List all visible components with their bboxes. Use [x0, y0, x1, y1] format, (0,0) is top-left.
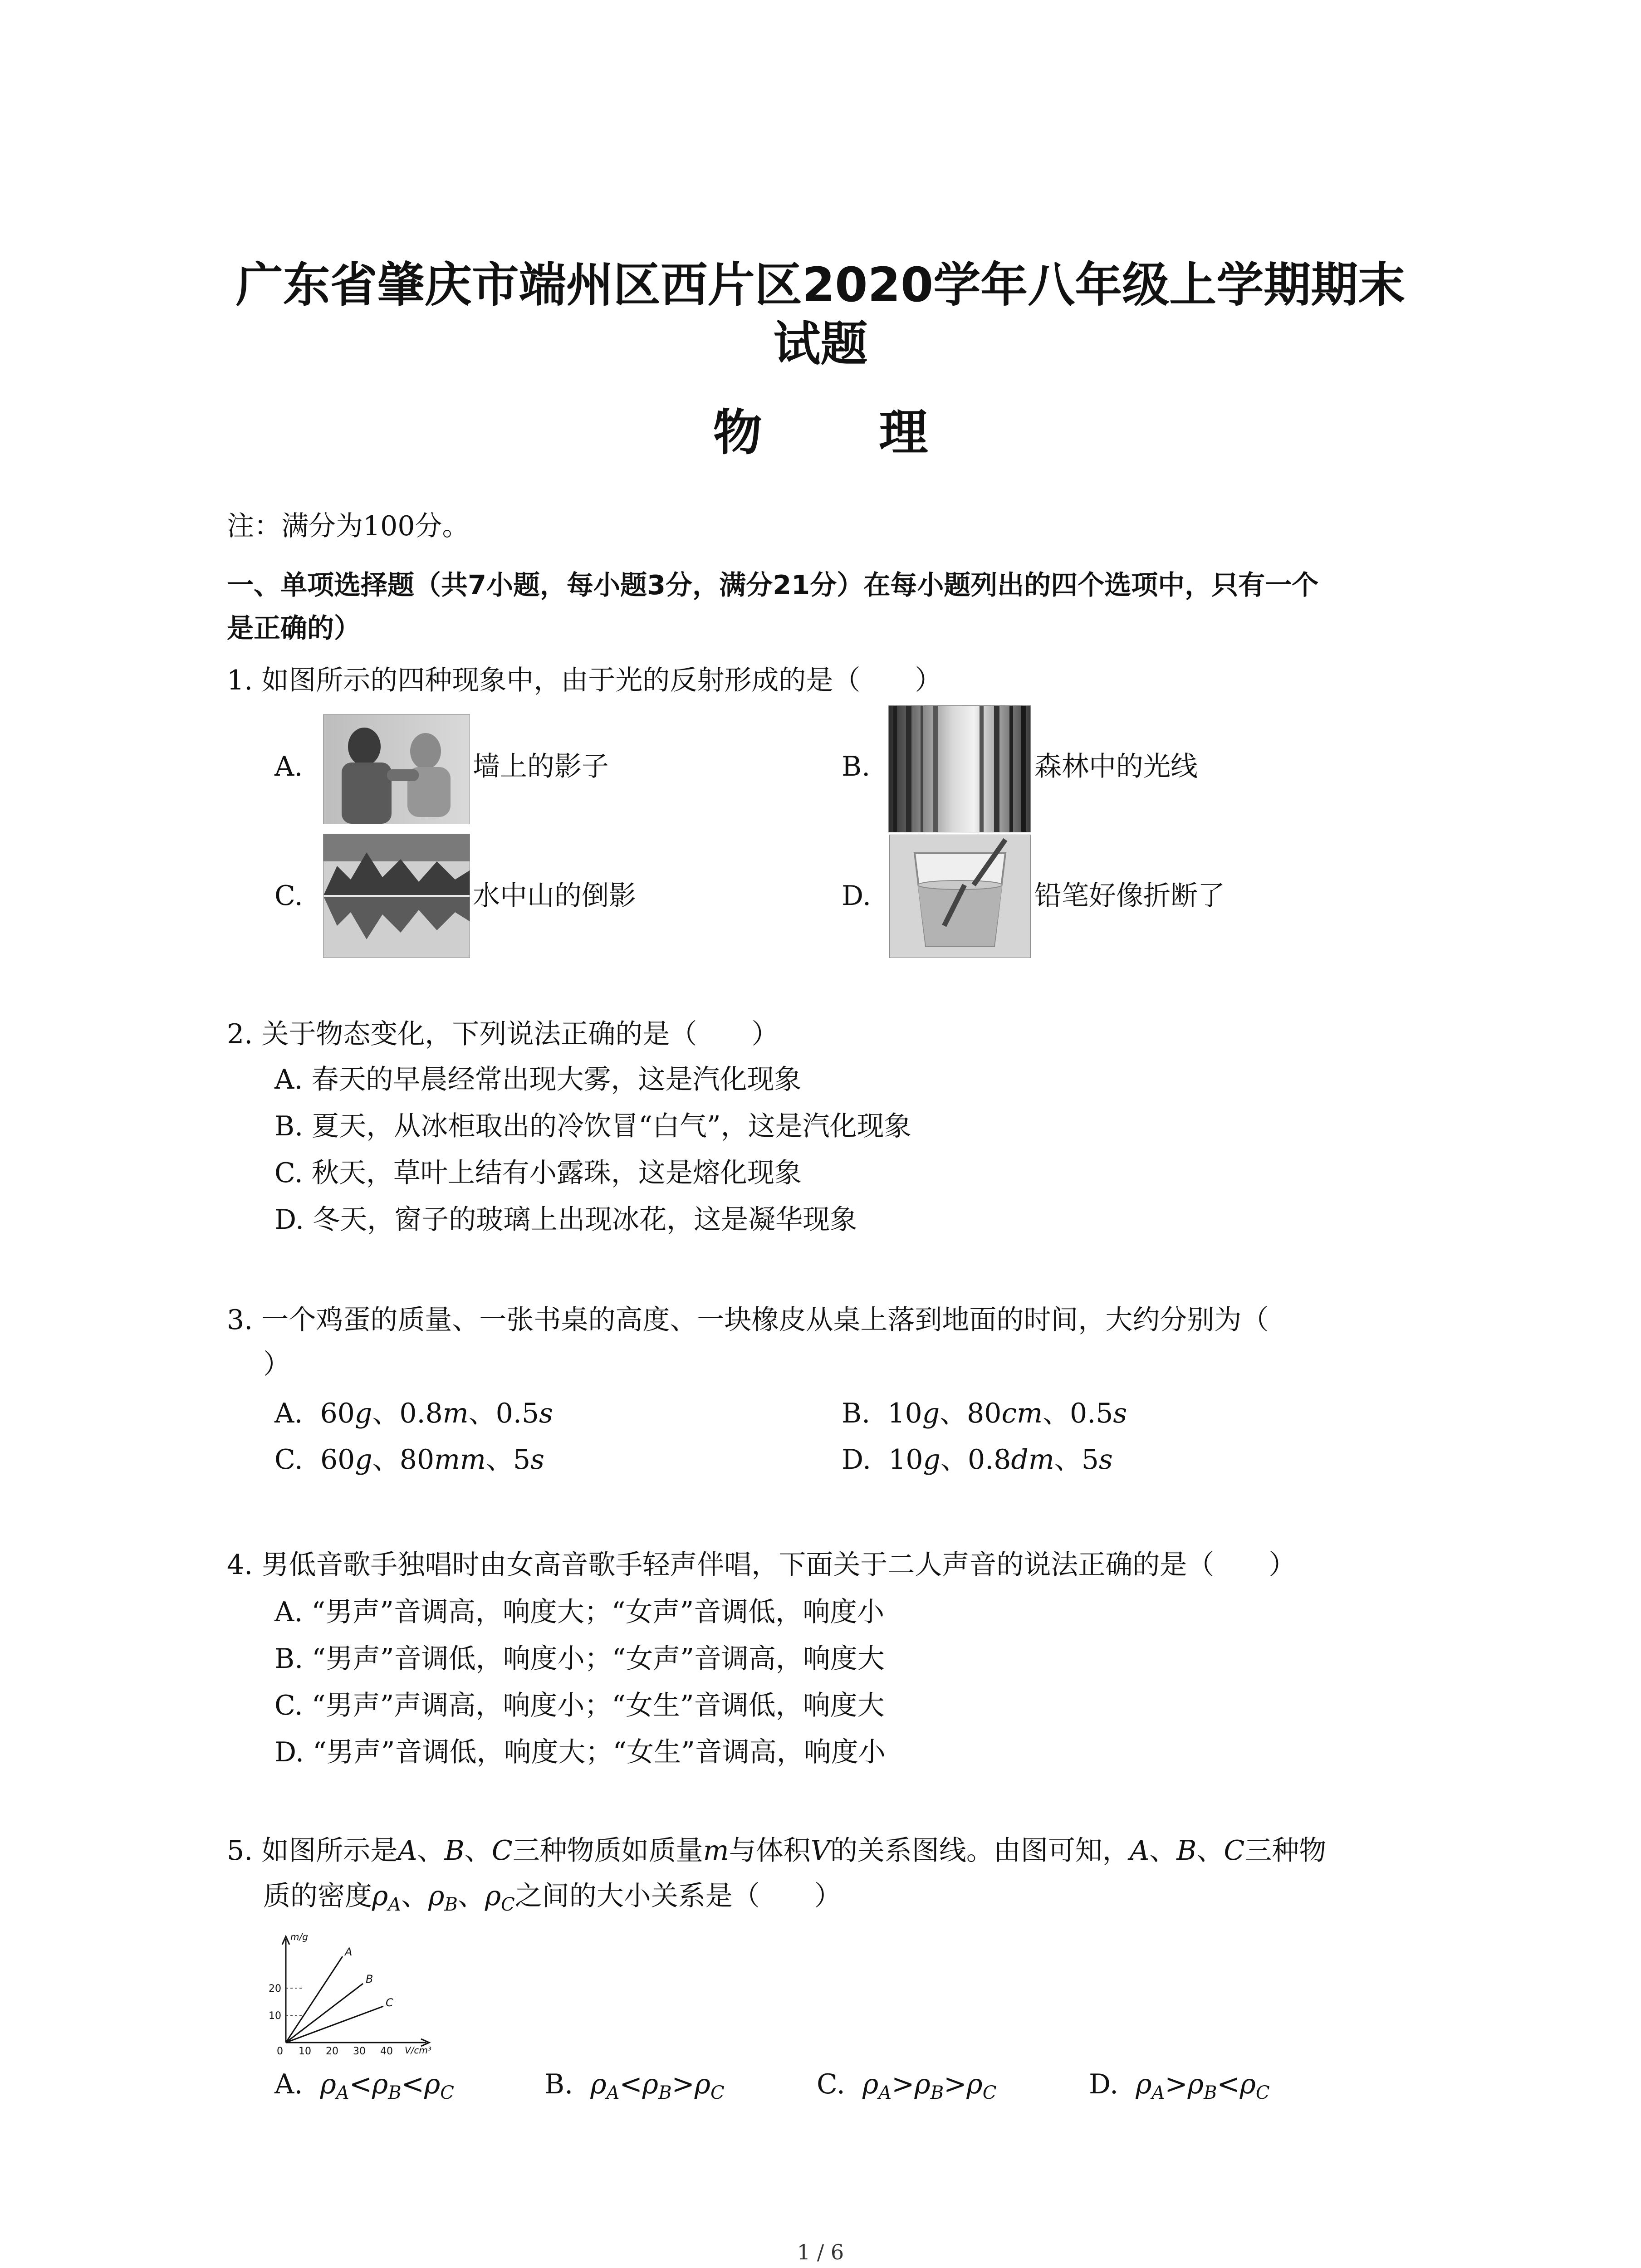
- q1-option-c-letter: C.: [274, 880, 303, 912]
- q3-option-a: A. 60g、0.8m、0.5s: [274, 1398, 553, 1429]
- q1-option-c-caption: 水中山的倒影: [473, 880, 636, 912]
- q5-stem-line1: 5. 如图所示是A、B、C三种物质如质量m与体积V的关系图线。由图可知，A、B、C三种物: [227, 1835, 1327, 1867]
- mountain-reflection-photo: [323, 834, 470, 958]
- x-tick-0: 0: [277, 2046, 283, 2057]
- line-c: [286, 2006, 383, 2043]
- q3-option-d: D. 10g、0.8dm、5s: [842, 1444, 1113, 1476]
- q3-option-b: B. 10g、80cm、0.5s: [842, 1398, 1127, 1429]
- q2-option-c: C. 秋天，草叶上结有小露珠，这是熔化现象: [274, 1157, 802, 1189]
- q4-option-b: B. “男声”音调低，响度小；“女声”音调高，响度大: [274, 1643, 885, 1675]
- line-a-label: A: [345, 1945, 353, 1958]
- exam-title-line2: 试题: [773, 316, 868, 371]
- subject-heading: 物 理: [713, 405, 978, 461]
- graph-lines: [286, 1956, 383, 2043]
- q2-stem: 2. 关于物态变化，下列说法正确的是（ ）: [227, 1018, 779, 1050]
- y-tick-20: 20: [269, 1983, 281, 1994]
- q3-option-c: C. 60g、80mm、5s: [274, 1444, 544, 1476]
- wall-shadow-photo: [323, 714, 470, 824]
- graph-axes: [282, 1936, 429, 2046]
- y-axis-label: m/g: [290, 1931, 308, 1942]
- q1-option-d-caption: 铅笔好像折断了: [1034, 880, 1225, 912]
- q4-option-c: C. “男声”声调高，响度小；“女生”音调低，响度大: [274, 1690, 885, 1721]
- q1-option-b-caption: 森林中的光线: [1034, 751, 1198, 782]
- x-tick-10: 10: [299, 2046, 311, 2057]
- q5-option-a: A. $\rho_A<\rho_B<\rho_C$: [274, 2068, 454, 2103]
- line-a: [286, 1956, 343, 2043]
- line-c-label: C: [386, 1996, 393, 2009]
- q5-mass-volume-graph: [259, 1930, 458, 2057]
- line-b-label: B: [366, 1973, 373, 1985]
- q1-option-d-letter: D.: [842, 880, 872, 912]
- x-axis-label: V/cm³: [405, 2045, 431, 2056]
- y-tick-10: 10: [269, 2010, 281, 2022]
- page-number: 1 / 6: [797, 2240, 844, 2264]
- q4-option-d: D. “男声”音调低，响度大；“女生”音调高，响度小: [274, 1736, 886, 1768]
- line-b: [286, 1984, 363, 2043]
- section1-header-line1: 一、单项选择题（共7小题，每小题3分，满分21分）在每小题列出的四个选项中，只有一个: [227, 569, 1319, 601]
- q1-stem: 1. 如图所示的四种现象中，由于光的反射形成的是（ ）: [227, 665, 942, 696]
- q5-option-c: C. $\rho_A>\rho_B>\rho_C$: [817, 2068, 997, 2103]
- q5-option-b: B. $\rho_A<\rho_B>\rho_C$: [544, 2068, 725, 2103]
- q1-option-a-caption: 墙上的影子: [473, 751, 609, 782]
- section1-header-line2: 是正确的）: [227, 612, 361, 644]
- q2-option-b: B. 夏天，从冰柜取出的冷饮冒“白气”，这是汽化现象: [274, 1110, 911, 1142]
- pencil-in-water-photo: [889, 835, 1031, 958]
- q3-stem-line1: 3. 一个鸡蛋的质量、一张书桌的高度、一块橡皮从桌上落到地面的时间，大约分别为（: [227, 1304, 1269, 1336]
- q4-option-a: A. “男声”音调高，响度大；“女声”音调低，响度小: [274, 1596, 885, 1628]
- q5-stem-line2: 质的密度$\rho_A$、$\rho_B$、$\rho_C$之间的大小关系是（ ）: [263, 1880, 842, 1915]
- q1-option-b-letter: B.: [842, 751, 871, 782]
- x-tick-40: 40: [380, 2046, 393, 2057]
- q1-option-a-letter: A.: [274, 751, 303, 782]
- score-note: 注：满分为100分。: [227, 510, 470, 542]
- q5-option-d: D. $\rho_A>\rho_B<\rho_C$: [1089, 2068, 1270, 2103]
- x-tick-20: 20: [326, 2046, 338, 2057]
- x-tick-30: 30: [353, 2046, 366, 2057]
- forest-light-photo: [888, 705, 1031, 832]
- exam-title-line1: 广东省肇庆市端州区西片区2020学年八年级上学期期末: [235, 257, 1406, 313]
- q3-stem-line2: ）: [263, 1349, 290, 1380]
- q2-option-a: A. 春天的早晨经常出现大雾，这是汽化现象: [274, 1064, 802, 1095]
- q4-stem: 4. 男低音歌手独唱时由女高音歌手轻声伴唱，下面关于二人声音的说法正确的是（ ）: [227, 1549, 1296, 1581]
- graph-gridlines: [286, 1988, 304, 2015]
- q2-option-d: D. 冬天，窗子的玻璃上出现冰花，这是凝华现象: [274, 1204, 857, 1236]
